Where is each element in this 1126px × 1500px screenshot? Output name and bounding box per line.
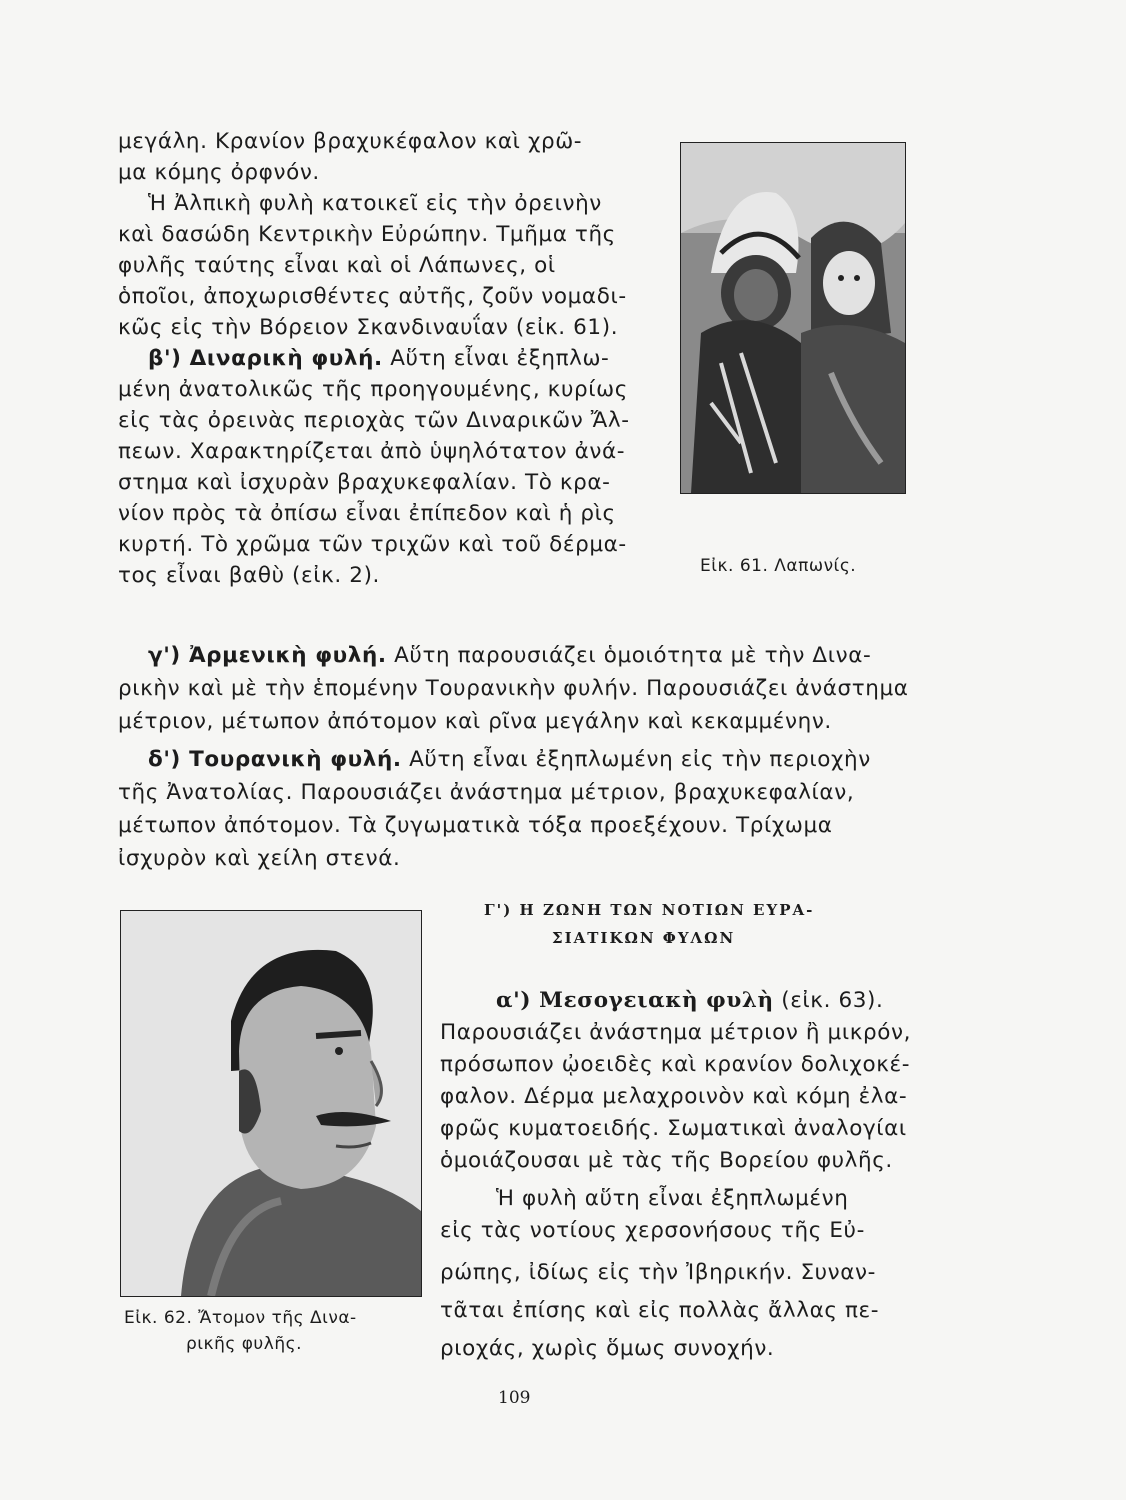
text-line: κυρτή. Τὸ χρῶμα τῶν τριχῶν καὶ τοῦ δέρμα- <box>118 532 627 557</box>
text-line: μα κόμης ὀρφνόν. <box>118 160 320 185</box>
text-line: μέτριον, μέτωπον ἀπότομον καὶ ρῖνα μεγάλην καὶ κεκαμμένην. <box>118 709 832 734</box>
figure-61-photo <box>680 142 906 494</box>
section-heading-line2: ΣΙΑΤΙΚΩΝ ΦΥΛΩΝ <box>552 929 736 947</box>
section-heading-line1: Γ') Η ΖΩΝΗ ΤΩΝ ΝΟΤΙΩΝ ΕΥΡΑ- <box>484 901 815 919</box>
text-line: καὶ δασώδη Κεντρικὴν Εὐρώπην. Τμῆμα τῆς <box>118 222 616 247</box>
mediterranean-first: (εἰκ. 63). <box>773 988 884 1013</box>
text-line: ρικὴν καὶ μὲ τὴν ἑπομένην Τουρανικὴν φυλήν. Παρουσιάζει ἀνάστημα <box>118 676 909 701</box>
figure-62-caption-line2: ρικῆς φυλῆς. <box>186 1334 302 1354</box>
figure-62-photo <box>120 910 422 1297</box>
text-line: φυλῆς ταύτης εἶναι καὶ οἱ Λάπωνες, οἱ <box>118 253 556 278</box>
text-line: κῶς εἰς τὴν Βόρειον Σκανδιναυΐαν (εἰκ. 61). <box>118 315 619 340</box>
mediterranean-paragraph-start <box>496 985 883 1016</box>
dinaric-paragraph-start <box>148 343 609 374</box>
text-line: φαλον. Δέρμα μελαχροινὸν καὶ κόμη ἐλα- <box>440 1084 908 1109</box>
lapp-woman-illustration <box>681 143 905 493</box>
figure-62-caption-line1: Εἰκ. 62. Ἄτομον τῆς Δινα- <box>124 1308 357 1328</box>
text-line: μέτωπον ἀπότομον. Τὰ ζυγωματικὰ τόξα προεξέχουν. Τρίχωμα <box>118 813 833 838</box>
text-line: Ἡ φυλὴ αὕτη εἶναι ἐξηπλωμένη <box>496 1186 849 1211</box>
text-line: ρώπης, ἰδίως εἰς τὴν Ἰβηρικήν. Συναν- <box>440 1260 877 1285</box>
text-line: φρῶς κυματοειδής. Σωματικαὶ ἀναλογίαι <box>440 1116 907 1141</box>
dinaric-label: β') Διναρικὴ φυλή. <box>148 346 383 371</box>
figure-61-caption: Εἰκ. 61. Λαπωνίς. <box>700 556 857 576</box>
text-line: πεων. Χαρακτηρίζεται ἀπὸ ὑψηλότατον ἀνά- <box>118 439 626 464</box>
turanian-first: Αὕτη εἶναι ἐξηπλωμένη εἰς τὴν περιοχὴν <box>401 747 871 772</box>
text-line: πρόσωπον ᾠοειδὲς καὶ κρανίον δολιχοκέ- <box>440 1052 911 1077</box>
text-line: μεγάλη. Κρανίον βραχυκέφαλον καὶ χρῶ- <box>118 129 583 154</box>
dinaric-first: Αὕτη εἶναι ἐξηπλω- <box>382 346 610 371</box>
text-line: ὁποῖοι, ἀποχωρισθέντες αὐτῆς, ζοῦν νομαδι- <box>118 284 627 309</box>
text-line: εἰς τὰς ὀρεινὰς περιοχὰς τῶν Διναρικῶν Ἄλ- <box>118 408 630 433</box>
portrait-illustration <box>121 911 421 1296</box>
armenian-label: γ') Ἀρμενικὴ φυλή. <box>148 643 387 668</box>
armenian-paragraph-start <box>148 640 871 671</box>
text-line: νίον πρὸς τὰ ὀπίσω εἶναι ἐπίπεδον καὶ ἡ ρὶς <box>118 501 616 526</box>
turanian-paragraph-start <box>148 744 871 775</box>
text-line: ριοχάς, χωρὶς ὅμως συνοχήν. <box>440 1336 775 1361</box>
text-line: τος εἶναι βαθὺ (εἰκ. 2). <box>118 563 380 588</box>
turanian-label: δ') Τουρανικὴ φυλή. <box>148 747 402 772</box>
text-line: μένη ἀνατολικῶς τῆς προηγουμένης, κυρίως <box>118 377 628 402</box>
text-line: Ἡ Ἀλπικὴ φυλὴ κατοικεῖ εἰς τὴν ὀρεινὴν <box>148 191 602 216</box>
text-line: ἰσχυρὸν καὶ χείλη στενά. <box>118 846 401 871</box>
mediterranean-label: α') Μεσογειακὴ φυλὴ <box>496 988 774 1013</box>
armenian-first: Αὕτη παρουσιάζει ὁμοιότητα μὲ τὴν Δινα- <box>386 643 872 668</box>
page-number: 109 <box>498 1388 531 1408</box>
text-line: ὁμοιάζουσαι μὲ τὰς τῆς Βορείου φυλῆς. <box>440 1148 893 1173</box>
text-line: τᾶται ἐπίσης καὶ εἰς πολλὰς ἄλλας πε- <box>440 1298 880 1323</box>
text-line: στημα καὶ ἰσχυρὰν βραχυκεφαλίαν. Τὸ κρα- <box>118 470 611 495</box>
text-line: Παρουσιάζει ἀνάστημα μέτριον ἢ μικρόν, <box>440 1020 912 1045</box>
text-line: τῆς Ἀνατολίας. Παρουσιάζει ἀνάστημα μέτριον, βραχυκεφαλίαν, <box>118 780 855 805</box>
text-line: εἰς τὰς νοτίους χερσονήσους τῆς Εὐ- <box>440 1218 865 1243</box>
